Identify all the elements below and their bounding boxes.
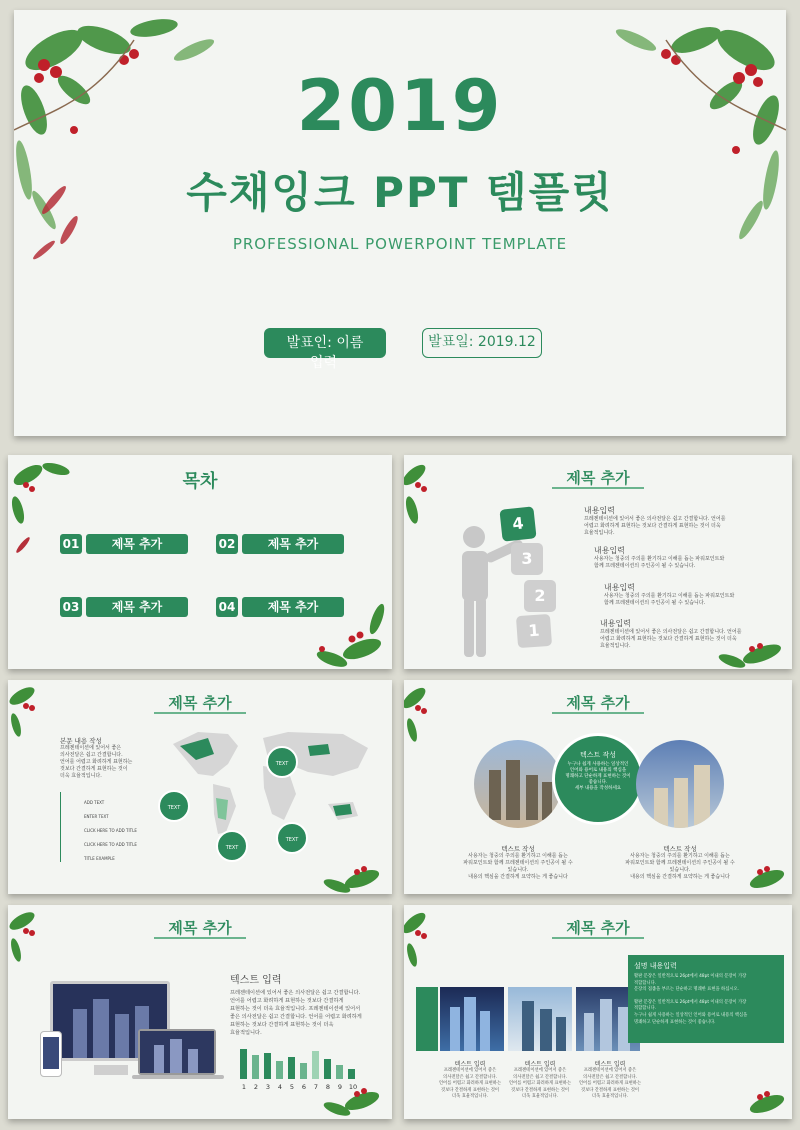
- map-bubble: TEXT: [266, 746, 298, 778]
- box-body: 활판 문장은 일반적으로 26pt에서 48pt 이내의 문장이 가장: [634, 974, 747, 979]
- center-body: 언어와 용어로 내용의 핵심을: [569, 768, 627, 773]
- toc-item-2[interactable]: 제목 추가: [242, 534, 344, 554]
- laptop-mockup: [138, 1029, 216, 1075]
- caption-body: 사용자는 청중의 주의를 환기하고 이해를 돕는: [630, 853, 730, 859]
- axis-tick: 6: [301, 1083, 307, 1091]
- step-body: 프레젠테이션에 있어서 좋은 의사전달은 쉽고 간결합니다. 언어를: [584, 516, 726, 522]
- caption-body: 것보다 간결하게 표현하는 것이: [510, 1087, 570, 1093]
- phone-mockup: [40, 1031, 62, 1077]
- box-body: 누구나 쉽게 사용하는 일상적인 언어와 용어로 내용의 핵심을: [634, 1012, 748, 1018]
- caption-head: 텍스트 입력: [524, 1061, 556, 1068]
- caption-body: 파워포인트와 함께 프레젠테이션의 주인공이 될 수: [463, 860, 573, 866]
- step-body: 함께 프레젠테이션의 주인공이 될 수 있습니다.: [604, 600, 706, 606]
- toc-item-1[interactable]: 제목 추가: [86, 534, 188, 554]
- description-box: [628, 955, 784, 1043]
- box-body: 문장의 접좁을 부르는 단순하고 명쾌한 표현을 하십시오.: [634, 987, 740, 993]
- center-body: 명쾌하고 단순하게 표현하는 것이: [565, 774, 631, 779]
- map-list: [84, 796, 137, 866]
- caption-body: 언어를 어렵고 화려하게 표현하는: [438, 1081, 502, 1086]
- step-body: 프레젠테이션에 있어서 좋은 의사전달은 쉽고 간결합니다. 언어를: [600, 629, 742, 635]
- caption-body: 있습니다.: [507, 867, 529, 873]
- chart-bar: [324, 1059, 331, 1079]
- center-body: 좋습니다.: [588, 780, 608, 785]
- step-head: 내용입력: [604, 583, 635, 592]
- laptop-base: [132, 1075, 224, 1079]
- step-text-3: [580, 545, 780, 570]
- map-highlight-asia: [308, 744, 330, 756]
- toc-num-3: 03: [60, 597, 82, 617]
- chart-bar: [240, 1049, 247, 1079]
- map-text-line: 프레젠테이션에 있어서 좋은: [60, 745, 122, 751]
- caption-body: 것보다 간결하게 표현하는 것이: [440, 1087, 500, 1093]
- chart-bar: [276, 1061, 283, 1079]
- devices-title: 제목 추가: [168, 919, 232, 937]
- map-list-item: TITLE EXAMPLE: [84, 856, 115, 861]
- toc-title: 목차: [182, 471, 218, 492]
- caption-body: 내용의 핵심을 간결하게 요약하는 게 좋습니다: [468, 874, 568, 880]
- chart-bar: [312, 1051, 319, 1079]
- date-button[interactable]: [422, 328, 542, 358]
- presenter-label: 발표인: 이름: [286, 335, 364, 351]
- devices-body: 프레젠테이션에 있어서 좋은 의사전달은 쉽고 간결합니다.: [230, 990, 361, 996]
- caption-body: 의사전달은 쉽고 간결합니다.: [513, 1074, 567, 1080]
- caption-head: 텍스트 작성: [501, 845, 535, 853]
- step-head: 내용입력: [594, 546, 625, 555]
- devices-slide[interactable]: [8, 905, 392, 1119]
- map-text-line: 언어를 어렵고 화려하게 표현하는: [60, 759, 133, 765]
- caption-body: 프레젠테이션에 있어서 좋은: [583, 1068, 637, 1073]
- caption-body: 사용자는 청중의 주의를 환기하고 이해를 돕는: [468, 853, 568, 859]
- step-body: 어렵고 화려하게 표현하는 것보다 간결하게 표현하는 것이 더욱: [584, 523, 721, 529]
- building-photo-right: [636, 740, 724, 828]
- step-box-2: 2: [524, 580, 556, 612]
- title-underline: [552, 937, 644, 939]
- step-box-1: 1: [516, 614, 552, 648]
- title-underline: [154, 712, 246, 714]
- presenter-button[interactable]: [264, 328, 386, 371]
- axis-tick: 2: [253, 1083, 259, 1091]
- devices-body: 표현하는 것이 더욱 효율적입니다. 프레젠테이션에 있어서: [230, 1006, 361, 1012]
- building-photo-2: [508, 987, 572, 1051]
- step-body: 효율적입니다.: [600, 643, 631, 649]
- title-slide[interactable]: [14, 10, 786, 436]
- map-bubble: TEXT: [216, 830, 248, 862]
- map-list-item: CLICK HERE TO ADD TITLE: [84, 842, 137, 847]
- box-body: 적합합니다.: [634, 1006, 657, 1012]
- toc-num-4: 04: [216, 597, 238, 617]
- caption-head: 텍스트 작성: [663, 845, 697, 853]
- center-body: 세부 내용을 작성하세요: [574, 786, 622, 791]
- step-head: 내용입력: [600, 619, 631, 628]
- chart-bar: [252, 1055, 259, 1079]
- photos-slide[interactable]: [404, 905, 792, 1119]
- world-map-icon: [168, 724, 378, 844]
- map-highlight-au: [333, 804, 352, 816]
- caption-head: 텍스트 입력: [594, 1061, 626, 1068]
- map-title: 제목 추가: [168, 694, 232, 712]
- center-head: 텍스트 작성: [579, 751, 617, 759]
- map-bubble: TEXT: [276, 822, 308, 854]
- step-body: 효율적입니다.: [584, 530, 615, 536]
- step-text-1: [586, 618, 782, 650]
- center-body: 누구나 쉽게 사용하는 일상적인: [567, 762, 629, 767]
- caption-body: 것보다 간결하게 표현하는 것이: [580, 1087, 640, 1093]
- caption-body: 더욱 효율적입니다.: [452, 1094, 488, 1099]
- left-caption: [448, 844, 588, 881]
- map-bubble: TEXT: [158, 790, 190, 822]
- box-body: 적합합니다.: [634, 980, 657, 986]
- box-body: 활판 문장은 일반적으로 26pt에서 48pt 이내의 문장이 가장: [634, 999, 747, 1005]
- caption-body: 의사전달은 쉽고 간결합니다.: [583, 1074, 637, 1080]
- caption-body: 언어를 어렵고 화려하게 표현하는: [508, 1081, 572, 1086]
- mini-chart-axis: [238, 1083, 368, 1091]
- step-box-3: 3: [511, 543, 543, 575]
- monitor-stand: [94, 1065, 128, 1075]
- chart-bar: [288, 1057, 295, 1079]
- chart-bar: [336, 1065, 343, 1079]
- devices-body: 언어를 어렵고 화려하게 표현하는 것보다 간결하게: [230, 998, 344, 1004]
- center-circle: [552, 733, 644, 825]
- axis-tick: 5: [289, 1083, 295, 1091]
- toc-item-3[interactable]: 제목 추가: [86, 597, 188, 617]
- devices-body: 효율적입니다.: [230, 1030, 262, 1036]
- title-underline: [552, 487, 644, 489]
- title-underline: [552, 712, 644, 714]
- presenter-label-line2: 입력: [310, 355, 338, 371]
- caption-body: 의사전달은 쉽고 간결합니다.: [443, 1074, 497, 1080]
- step-body: 사용자는 청중의 주의를 환기하고 이해를 돕는 파워포인트와: [604, 593, 735, 599]
- map-text-block: [60, 736, 150, 780]
- map-text-line: 더욱 효율적입니다.: [60, 773, 102, 779]
- map-list-item: CLICK HERE TO ADD TITLE: [84, 828, 137, 833]
- devices-body: 표현하는 것보다 간결하게 표현하는 것이 더욱: [230, 1022, 334, 1028]
- holly-foliage-corner-br: [712, 1059, 792, 1119]
- circles-slide[interactable]: [404, 680, 792, 894]
- map-slide[interactable]: [8, 680, 392, 894]
- main-title: 수채잉크 PPT 템플릿: [186, 168, 614, 217]
- step-head: 내용입력: [584, 506, 615, 515]
- axis-tick: 1: [241, 1083, 247, 1091]
- axis-tick: 8: [325, 1083, 331, 1091]
- list-line: [60, 792, 61, 862]
- devices-text: [230, 971, 390, 1037]
- axis-tick: 3: [265, 1083, 271, 1091]
- step-body: 어렵고 화려하게 표현하는 것보다 간결하게 표현하는 것이 더욱: [600, 636, 737, 642]
- caption-body: 더욱 효율적입니다.: [592, 1094, 628, 1099]
- step-text-2: [592, 582, 782, 607]
- map-list-item: ENTER TEXT: [84, 814, 109, 819]
- step-body: 함께 프레젠테이션의 주인공이 될 수 있습니다.: [594, 563, 696, 569]
- step-text-4: [568, 505, 778, 537]
- map-text-head: 본문 내용 작성: [60, 737, 102, 745]
- step-box-4: 4: [499, 506, 536, 541]
- steps-slide[interactable]: [404, 455, 792, 669]
- caption-body: 더욱 효율적입니다.: [522, 1094, 558, 1099]
- axis-tick: 4: [277, 1083, 283, 1091]
- map-text-line: 것보다 간결하게 표현하는 것이: [60, 766, 128, 772]
- toc-num-2: 02: [216, 534, 238, 554]
- chart-bar: [300, 1063, 307, 1079]
- date-label: 발표일: 2019.12: [428, 334, 536, 350]
- main-year: 2019: [296, 65, 504, 147]
- devices-head: 텍스트 입력: [230, 975, 282, 986]
- toc-item-4[interactable]: 제목 추가: [242, 597, 344, 617]
- holly-foliage-corner: [8, 905, 78, 975]
- building-photo-1: [440, 987, 504, 1051]
- caption-body: 내용의 핵심을 간결하게 요약하는 게 좋습니다: [630, 874, 730, 880]
- building-photo-left: [474, 740, 562, 828]
- caption-body: 파워포인트와 함께 프레젠테이션의 주인공이 될 수: [625, 860, 735, 866]
- right-caption: [610, 844, 750, 881]
- axis-tick: 7: [313, 1083, 319, 1091]
- photo-caption-3: [572, 1059, 648, 1101]
- box-head: 설명 내용입력: [634, 962, 677, 970]
- caption-head: 텍스트 입력: [454, 1061, 486, 1068]
- photo-caption-1: [432, 1059, 508, 1101]
- axis-tick: 10: [348, 1083, 358, 1091]
- chart-bar: [348, 1069, 355, 1079]
- map-text-line: 의사전달은 쉽고 간결합니다.: [60, 752, 123, 758]
- toc-slide[interactable]: [8, 455, 392, 669]
- mini-bar-chart: [236, 1045, 366, 1083]
- circles-title: 제목 추가: [566, 694, 630, 712]
- axis-tick: 9: [337, 1083, 343, 1091]
- steps-title: 제목 추가: [566, 469, 630, 487]
- map-list-item: ADD TEXT: [84, 800, 105, 805]
- photos-title: 제목 추가: [566, 919, 630, 937]
- devices-body: 좋은 의사전달은 쉽고 간결합니다. 언어를 어렵고 화려하게: [230, 1014, 362, 1020]
- main-subtitle: PROFESSIONAL POWERPOINT TEMPLATE: [232, 235, 568, 253]
- caption-body: 프레젠테이션에 있어서 좋은: [513, 1068, 567, 1073]
- caption-body: 언어를 어렵고 화려하게 표현하는: [578, 1081, 642, 1086]
- green-side-bar: [416, 987, 438, 1051]
- photo-caption-2: [502, 1059, 578, 1101]
- toc-num-1: 01: [60, 534, 82, 554]
- caption-body: 프레젠테이션에 있어서 좋은: [443, 1068, 497, 1073]
- caption-body: 있습니다.: [669, 867, 691, 873]
- box-body: 명쾌하고 단순하게 표현하는 것이 좋습니다.: [634, 1019, 716, 1025]
- step-body: 사용자는 청중의 주의를 환기하고 이해를 돕는 파워포인트와: [594, 556, 725, 562]
- title-underline: [154, 937, 246, 939]
- chart-bar: [264, 1053, 271, 1079]
